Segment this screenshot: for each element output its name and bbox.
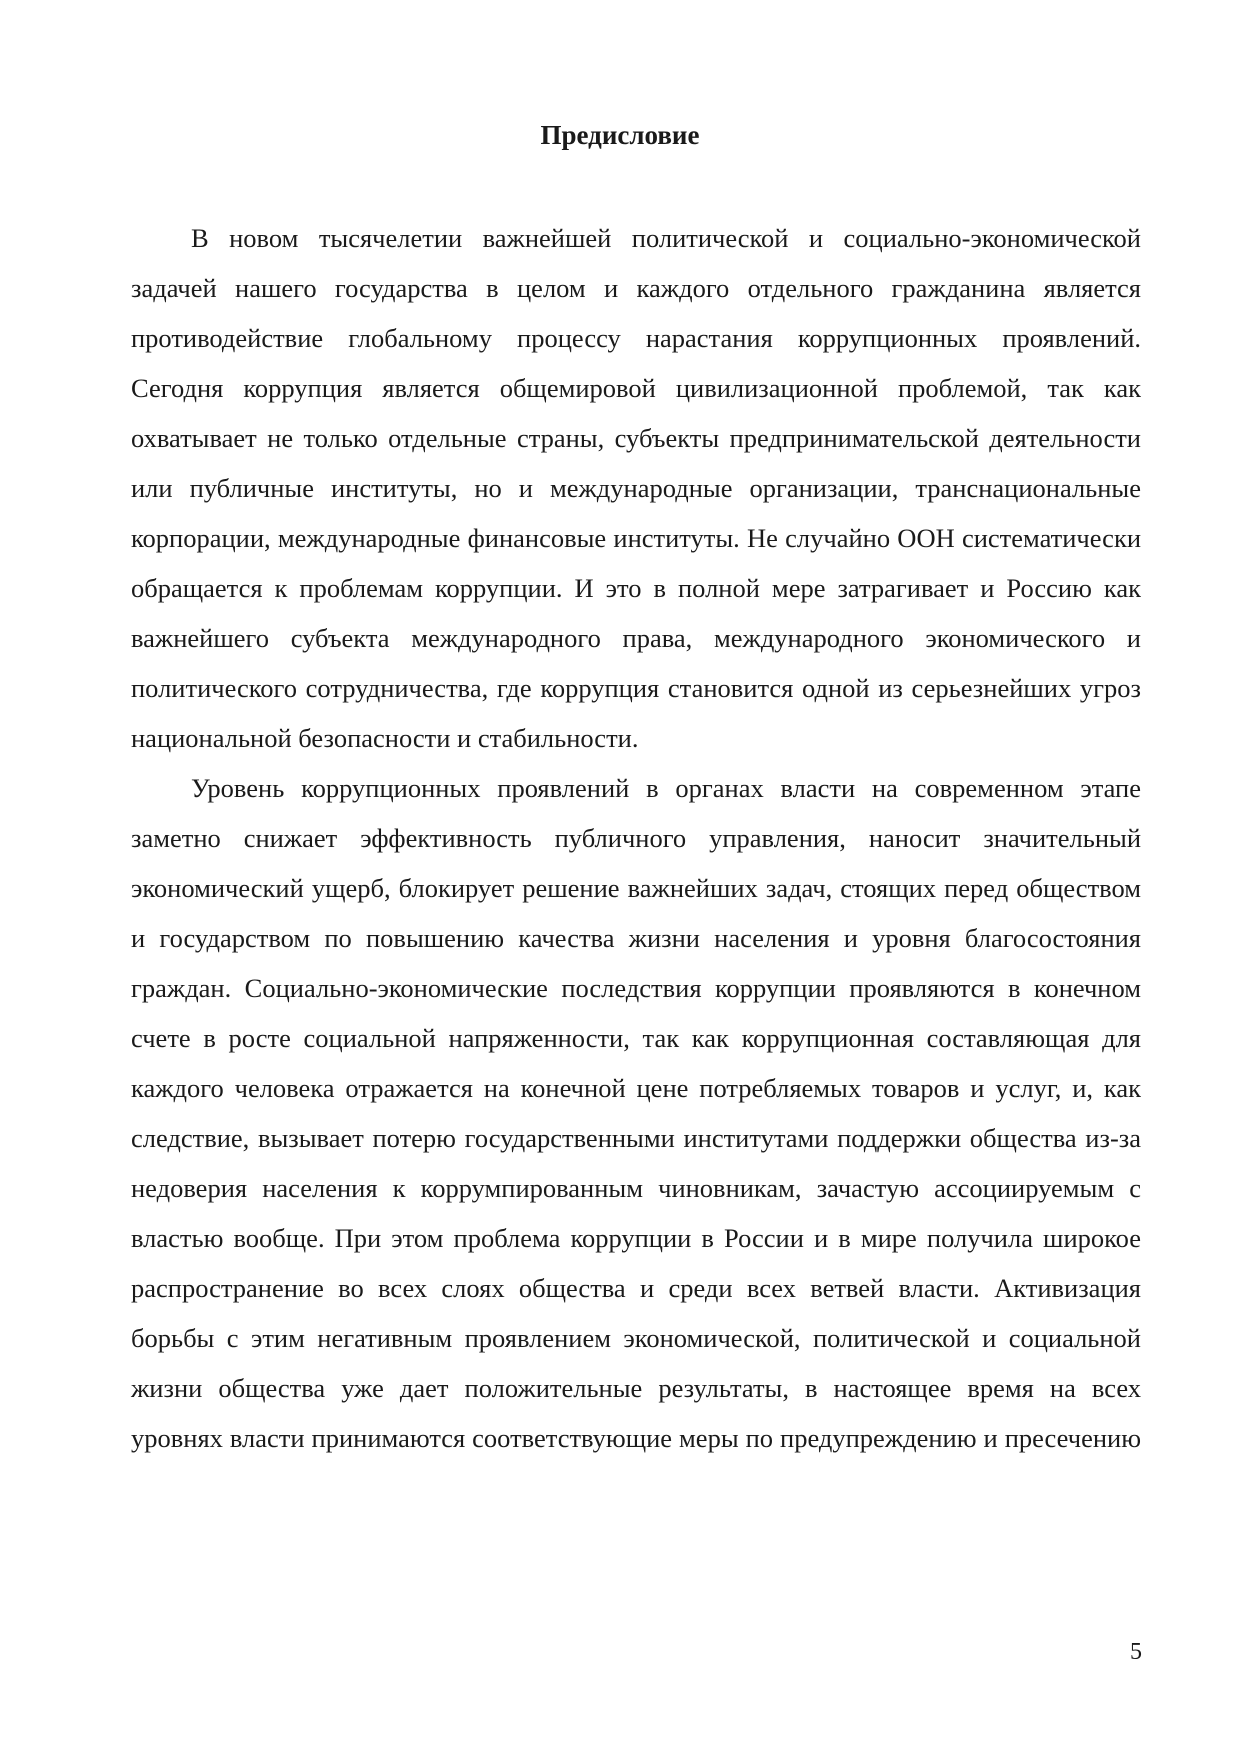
- body-text: [131, 213, 1141, 1463]
- page-number: 5: [1130, 1639, 1142, 1665]
- paragraph-2: Уровень коррупционных проявлений в органах власти на современном этапе заметно снижает эффективность публичного управления, наносит значительный экономический ущерб, блокирует решение важнейших задач, стоящих перед обществом и государством по повышению качества жизни населения и уровня благосостояния граждан. Социально-экономические последствия коррупции проявляются в конечном счете в росте социальной напряженности, так как коррупционная составляющая для каждого человека отражается на конечной цене потребляемых товаров и услуг, и, как следствие, вызывает потерю государственными институтами поддержки общества из-за недоверия населения к коррумпированным чиновникам, зачастую ассоциируемым с властью вообще. При этом проблема коррупции в России и в мире получила широкое распространение во всех слоях общества и среди всех ветвей власти. Активизация борьбы с этим негативным проявлением экономической, политической и социальной жизни общества уже дает положительные результаты, в настоящее время на всех уровнях власти принимаются соответствующие меры по предупреждению и пресечению: [131, 773, 1141, 1453]
- page-title: Предисловие: [540, 120, 700, 150]
- paragraph-1: В новом тысячелетии важнейшей политической и социально-экономической задачей нашего государства в целом и каждого отдельного гражданина является противодействие глобальному процессу нарастания коррупционных проявлений. Сегодня коррупция является общемировой цивилизационной проблемой, так как охватывает не только отдельные страны, субъекты предпринимательской деятельности или публичные институты, но и международные организации, транснациональные корпорации, международные финансовые институты. Не случайно ООН систематически обращается к проблемам коррупции. И это в полной мере затрагивает и Россию как важнейшего субъекта международного права, международного экономического и политического сотрудничества, где коррупция становится одной из серьезнейших угроз национальной безопасности и стабильности.: [131, 223, 1141, 753]
